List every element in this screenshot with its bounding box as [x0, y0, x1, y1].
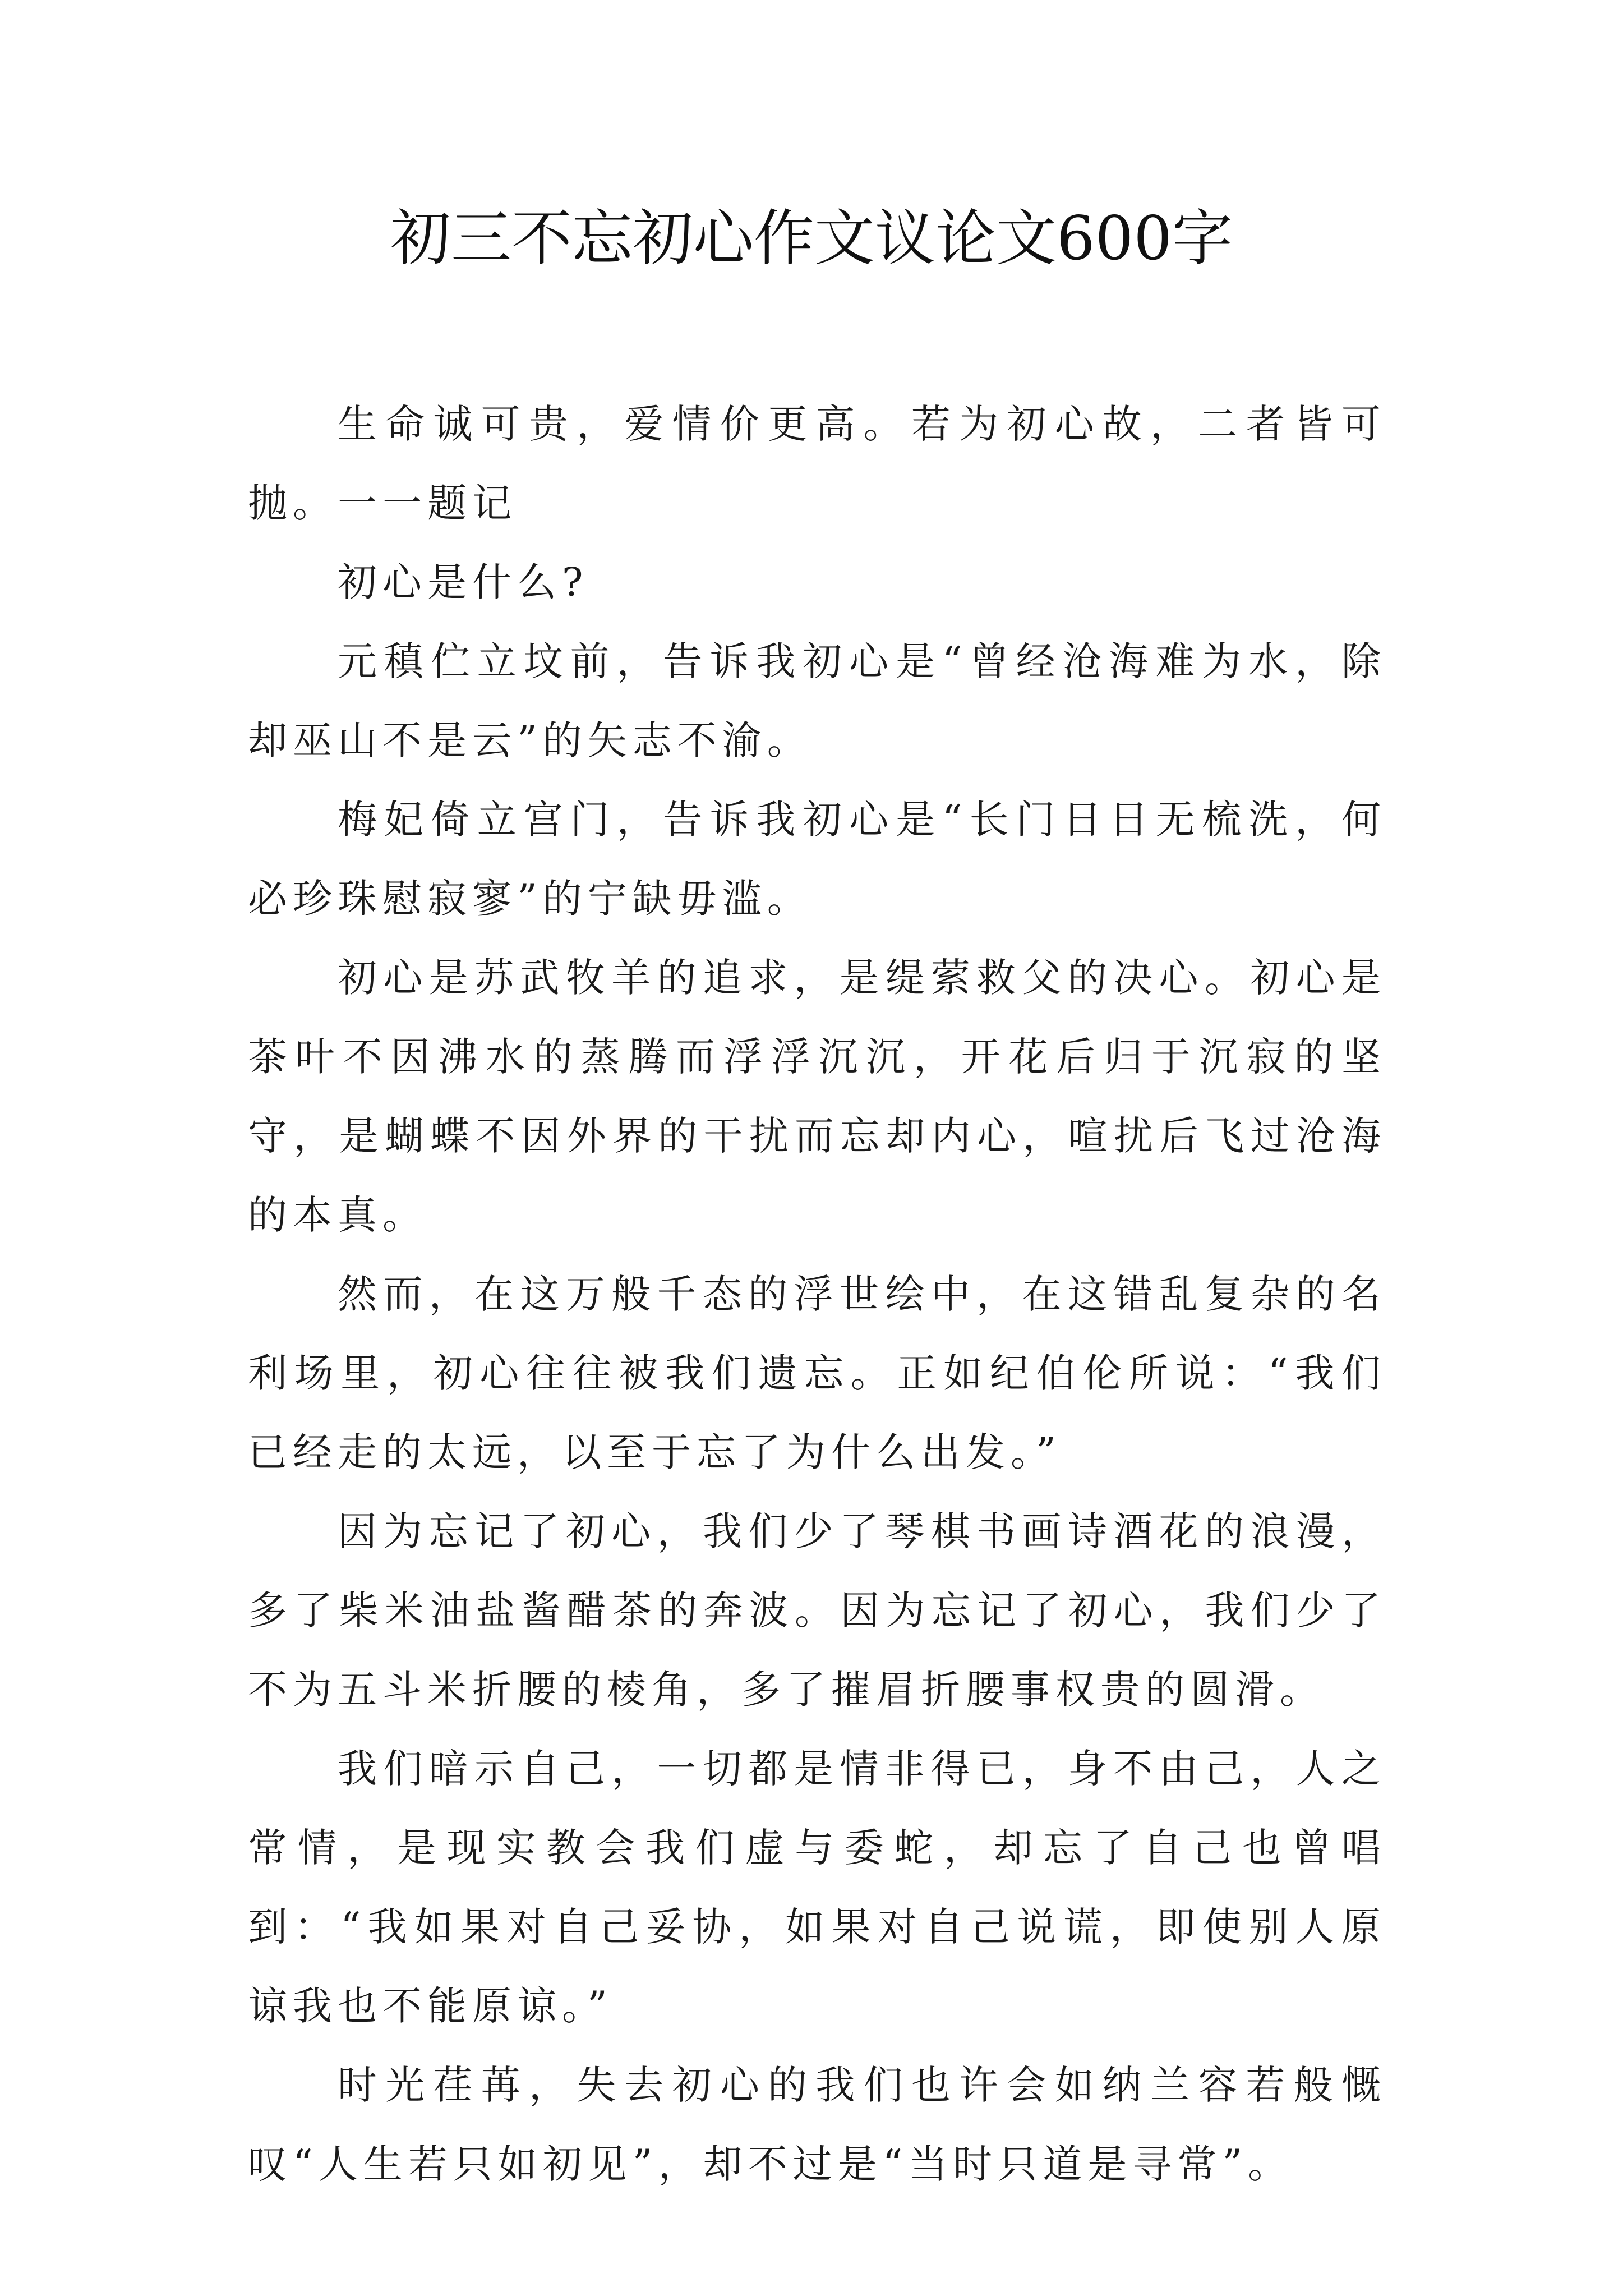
paragraph-question: 初心是什么?: [338, 559, 589, 605]
paragraph-examples: 初心是苏武牧羊的追求，是缇萦救父的决心。初心是茶叶不因沸水的蒸腾而浮浮沉沉，开花后归于沉寂的坚守，是蝴蝶不因外界的干扰而忘却内心，喧扰后飞过沧海的本真。: [248, 955, 1386, 1238]
paragraph-time: 时光荏苒，失去初心的我们也许会如纳兰容若般慨叹“人生若只如初见”，却不过是“当时只道是寻常”。: [248, 2062, 1386, 2187]
paragraph-epigraph: 生命诚可贵，爱情价更高。若为初心故，二者皆可抛。一一题记: [248, 401, 1386, 526]
paragraph-excuses: 我们暗示自己，一切都是情非得已，身不由己，人之常情，是现实教会我们虚与委蛇，却忘了自己也曾唱到：“我如果对自己妥协，如果对自己说谎，即使别人原谅我也不能原谅。”: [248, 1746, 1386, 2029]
paragraph-yuanzhen: 元稹伫立坟前，告诉我初心是“曾经沧海难为水，除却巫山不是云”的矢志不渝。: [248, 638, 1386, 763]
paragraph-forgetting: 因为忘记了初心，我们少了琴棋书画诗酒花的浪漫，多了柴米油盐酱醋茶的奔波。因为忘记了初心，我们少了不为五斗米折腰的棱角，多了摧眉折腰事权贵的圆滑。: [248, 1508, 1386, 1713]
paragraph-however: 然而，在这万般千态的浮世绘中，在这错乱复杂的名利场里，初心往往被我们遗忘。正如纪伯伦所说：“我们已经走的太远，以至于忘了为什么出发。”: [248, 1271, 1386, 1475]
document-body: [248, 385, 1386, 2204]
paragraph-meifei: 梅妃倚立宫门，告诉我初心是“长门日日无梳洗，何必珍珠慰寂寥”的宁缺毋滥。: [248, 797, 1386, 922]
document-title: 初三不忘初心作文议论文600字: [390, 204, 1233, 274]
